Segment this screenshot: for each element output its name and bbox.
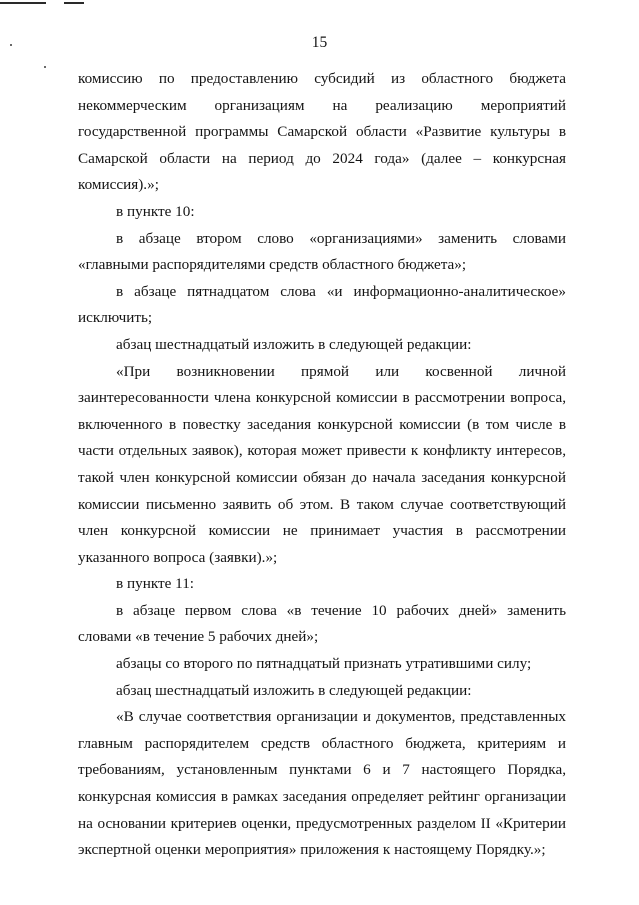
page-number: 15 (311, 34, 328, 51)
paragraph: в пункте 10: (116, 202, 195, 220)
paragraph-quote: «При возникновении прямой или косвенной личной заинтересованности члена конкурсной комиссии в рассмотрении вопроса, включенного в повестку заседания конкурсной комиссии (в том числе в части отдельных заявок), которая может привести к конфликту интересов, такой член конкурсной комиссии обязан до начала заседания конкурсной комиссии письменно заявить об этом. В таком случае соответствующий член конкурсной комиссии не принимает участия в рассмотрении указанного вопроса (заявки).»; (78, 362, 566, 566)
paragraph: в абзаце пятнадцатом слова «и информационно-аналитическое» исключить; (78, 282, 566, 327)
paragraph: абзац шестнадцатый изложить в следующей редакции: (116, 335, 472, 353)
paragraph: абзацы со второго по пятнадцатый признать утратившими силу; (116, 655, 532, 673)
paragraph: в абзаце втором слово «организациями» заменить словами «главными распорядителями средств областного бюджета»; (78, 229, 566, 274)
scan-speck (44, 66, 46, 68)
paragraph: в абзаце первом слова «в течение 10 рабочих дней» заменить словами «в течение 5 рабочих дней»; (78, 601, 566, 646)
paragraph: абзац шестнадцатый изложить в следующей редакции: (116, 681, 472, 699)
document-body (78, 66, 566, 864)
scan-mark-right (64, 2, 84, 4)
scan-mark-left (0, 2, 46, 4)
paragraph-quote: «В случае соответствия организации и документов, представленных главным распорядителем средств областного бюджета, критериям и требованиям, установленным пунктами 6 и 7 настоящего Порядка, конкурсная комиссия в рамках заседания определяет рейтинг организации на основании критериев оценки, предусмотренных разделом II «Критерии экспертной оценки мероприятия» приложения к настоящему Порядку.»; (78, 708, 566, 859)
paragraph-continuation: комиссию по предоставлению субсидий из областного бюджета некоммерческим организациям на реализацию мероприятий государственной программы Самарской области «Развитие культуры в Самарской области на период до 2024 года» (далее – конкурсная комиссия).»; (78, 70, 566, 194)
paragraph: в пункте 11: (116, 575, 195, 593)
